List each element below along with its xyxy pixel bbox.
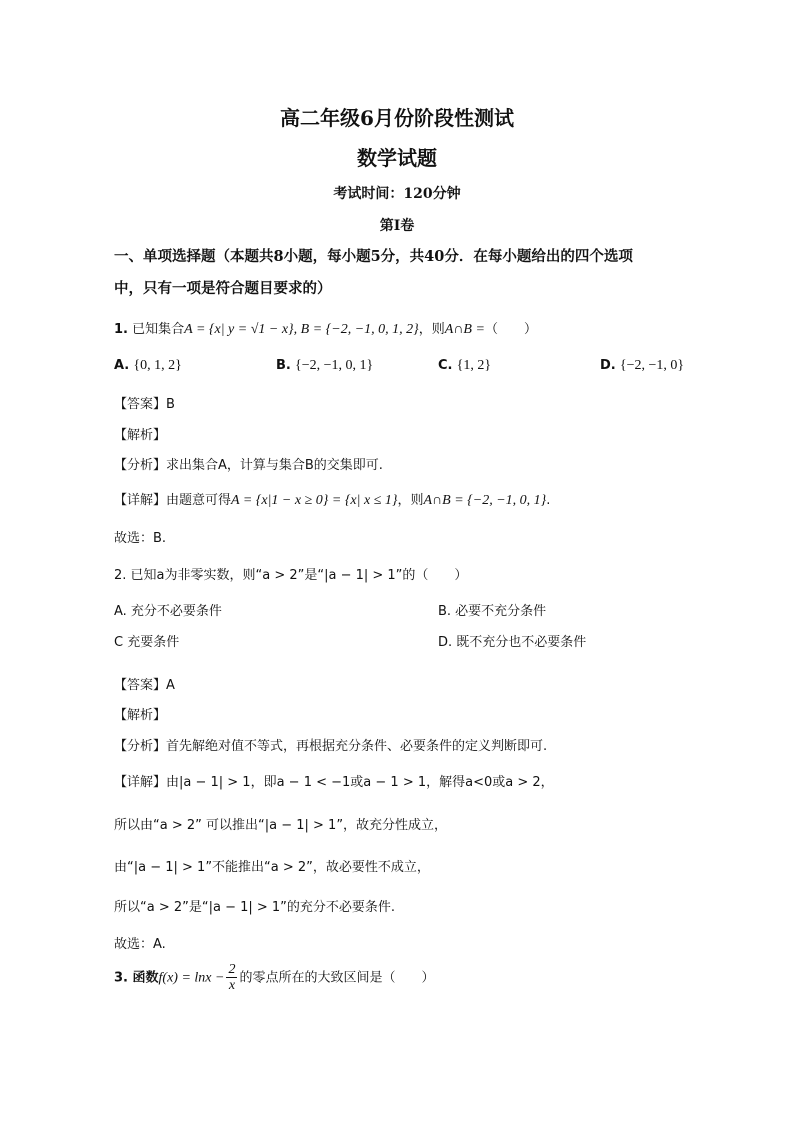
volume-label: 第I卷	[379, 218, 415, 234]
option-value: {0, 1, 2}	[133, 358, 182, 373]
analysis-label: 【解析】	[114, 708, 167, 723]
option-a	[114, 358, 182, 375]
fraction	[226, 962, 237, 994]
solution-text: .	[546, 493, 551, 508]
option-c: C 充要条件	[114, 635, 180, 650]
question-text: 已知集合	[132, 322, 185, 337]
option-value: {−2, −1, 0, 1}	[295, 358, 374, 373]
solution-line-2: 所以由“a > 2” 可以推出“|a − 1| > 1”，故充分性成立，	[114, 818, 448, 833]
solution-text: 【详解】由题意可得	[114, 493, 232, 508]
option-b	[276, 358, 373, 375]
solution-line-4: 所以“a > 2”是“|a − 1| > 1”的充分不必要条件.	[114, 900, 396, 915]
set-a-expression: A = {x| y = √1 − x}	[184, 322, 294, 337]
question-text: 3. 函数	[114, 970, 159, 986]
section-heading-line1: 一、单项选择题（本题共8小题，每小题5分，共40分．在每小题给出的四个选项	[114, 248, 633, 265]
question-1-stem	[114, 322, 537, 339]
answer-label: 【答案】B	[114, 397, 175, 412]
option-label: B.	[276, 358, 291, 373]
option-c	[438, 358, 491, 375]
question-text: 的零点所在的大致区间是（ ）	[239, 970, 435, 986]
solution-line-3: 由“|a − 1| > 1”不能推出“a > 2”，故必要性不成立，	[114, 860, 430, 875]
exam-time: 考试时间：120分钟	[333, 186, 461, 202]
option-a: A. 充分不必要条件	[114, 604, 222, 619]
final-choice: 故选：A.	[114, 937, 166, 952]
fraction-denominator: x	[228, 978, 236, 994]
option-label: D.	[600, 358, 616, 373]
solution-line-1: 【详解】由|a − 1| > 1，即a − 1 < −1或a − 1 > 1，解得a<0或a > 2，	[114, 775, 554, 790]
option-value: {1, 2}	[456, 358, 492, 373]
analysis-summary: 【分析】首先解绝对值不等式，再根据充分条件、必要条件的定义判断即可.	[114, 739, 548, 754]
question-number: 1.	[114, 322, 128, 337]
subject-title: 数学试题	[357, 146, 437, 170]
option-value: {−2, −1, 0}	[619, 358, 685, 373]
solution-math: A = {x|1 − x ≥ 0} = {x| x ≤ 1}	[231, 493, 398, 508]
solution-math: A∩B = {−2, −1, 0, 1}	[423, 493, 547, 508]
section-heading-line2: 中，只有一项是符合题目要求的）	[114, 280, 332, 297]
solution-text: ，则	[397, 493, 424, 508]
option-label: C.	[438, 358, 453, 373]
question-2-stem: 2. 已知a为非零实数，则“a > 2”是“|a − 1| > 1”的（ ）	[114, 568, 468, 583]
answer-label: 【答案】A	[114, 678, 175, 693]
set-b-expression: , B = {−2, −1, 0, 1, 2}	[293, 322, 419, 337]
exam-title: 高二年级6月份阶段性测试	[280, 106, 514, 130]
answer-paren: （ ）	[484, 322, 537, 337]
option-b: B. 必要不充分条件	[438, 604, 547, 619]
detailed-solution	[114, 493, 550, 510]
option-d: D. 既不充分也不必要条件	[438, 635, 587, 650]
question-3-stem	[114, 962, 434, 994]
intersection-expression: A∩B =	[444, 322, 485, 337]
question-text: ，则	[418, 322, 445, 337]
analysis-summary: 【分析】求出集合A，计算与集合B的交集即可.	[114, 458, 383, 473]
analysis-label: 【解析】	[114, 428, 167, 443]
option-d	[600, 358, 684, 375]
option-label: A.	[114, 358, 130, 373]
function-expression: f(x) = lnx −	[158, 970, 225, 986]
fraction-numerator: 2	[228, 962, 236, 977]
final-choice: 故选：B.	[114, 531, 167, 546]
